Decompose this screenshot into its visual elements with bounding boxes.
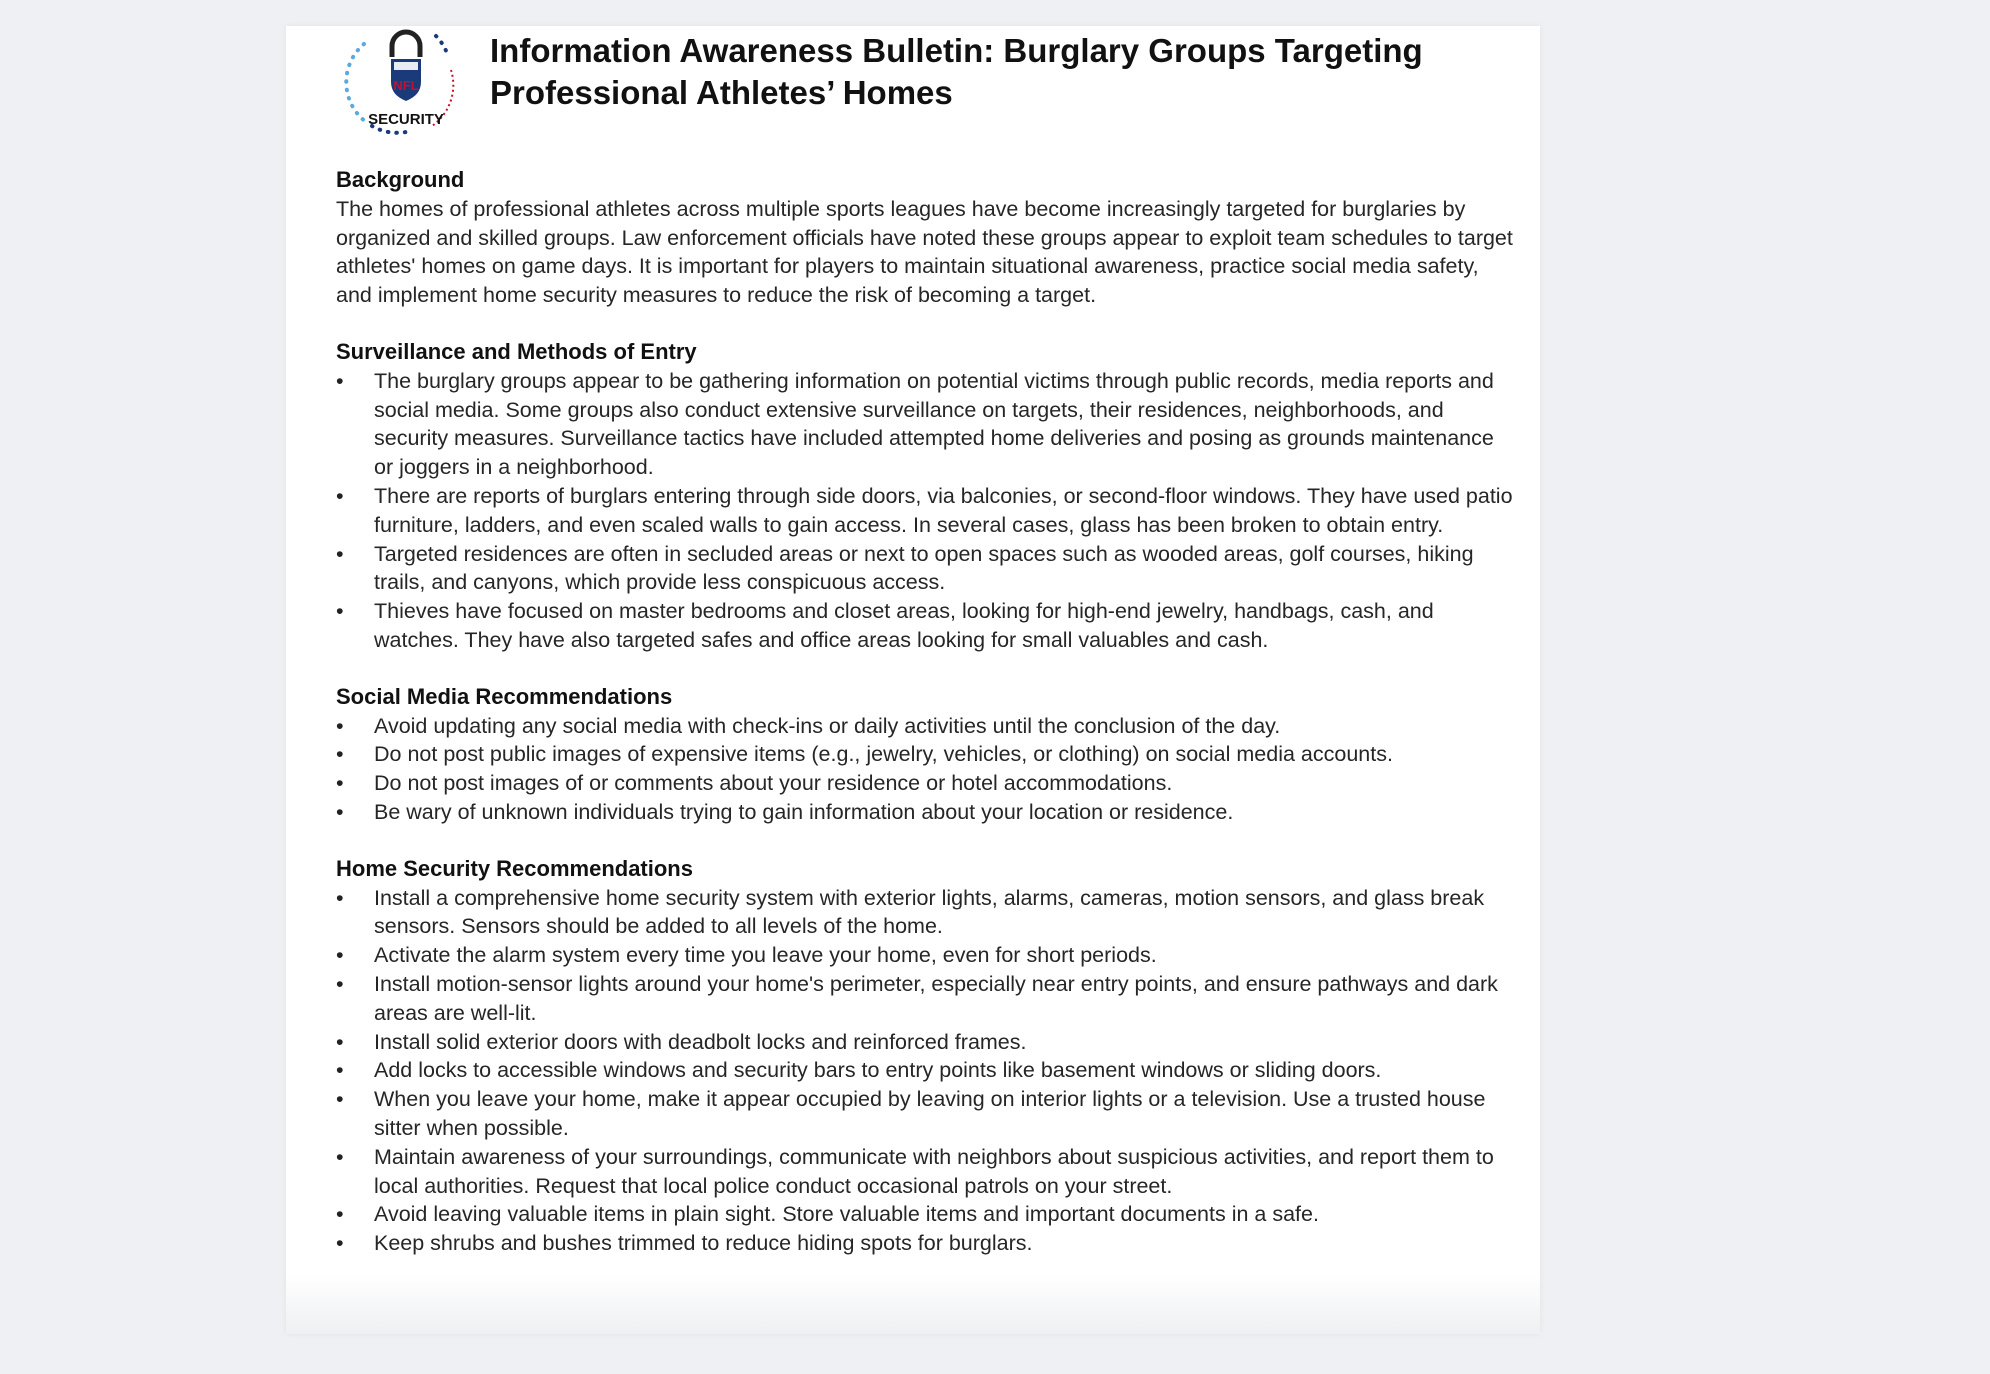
security-label-text: SECURITY — [368, 111, 444, 128]
background-section — [336, 166, 1516, 310]
bulletin-body — [336, 166, 1516, 1286]
surveillance-heading: Surveillance and Methods of Entry — [336, 338, 697, 364]
list-item: • Install solid exterior doors with deadbolt locks and reinforced frames. — [336, 1028, 1516, 1057]
nfl-badge-text: NFL — [393, 78, 419, 93]
list-item: • Targeted residences are often in secluded areas or next to open spaces such as wooded areas, golf courses, hiking trails, and canyons, which provide less conspicuous access. — [336, 540, 1516, 598]
social-media-section — [336, 683, 1516, 827]
list-item: • Add locks to accessible windows and security bars to entry points like basement windows or sliding doors. — [336, 1056, 1516, 1085]
background-heading: Background — [336, 167, 465, 192]
document-page — [286, 26, 1540, 1334]
social-media-list — [336, 712, 1516, 827]
list-item: • Thieves have focused on master bedrooms and closet areas, looking for high-end jewelry, handbags, cash, and watches. They have also targeted safes and office areas looking for small valuables and cash. — [336, 597, 1516, 655]
list-item: • Install a comprehensive home security system with exterior lights, alarms, cameras, motion sensors, and glass break sensors. Sensors should be added to all levels of the home. — [336, 884, 1516, 942]
social-media-heading: Social Media Recommendations — [336, 683, 673, 709]
list-item: • Do not post images of or comments about your residence or hotel accommodations. — [336, 769, 1516, 798]
list-item: • Keep shrubs and bushes trimmed to reduce hiding spots for burglars. — [336, 1229, 1516, 1258]
list-item: • Be wary of unknown individuals trying to gain information about your location or residence. — [336, 798, 1516, 827]
background-text: The homes of professional athletes across multiple sports leagues have become increasingly targeted for burglaries by organized and skilled groups. Law enforcement officials have noted these groups appear to exploit team schedules to target athletes' homes on game days. It is important for players to maintain situational awareness, practice social media safety, and implement home security measures to reduce the risk of becoming a target. — [336, 196, 1513, 308]
list-item: • Avoid updating any social media with check-ins or daily activities until the conclusion of the day. — [336, 712, 1516, 741]
surveillance-list — [336, 367, 1516, 655]
home-security-section — [336, 855, 1516, 1258]
list-item: • When you leave your home, make it appear occupied by leaving on interior lights or a television. Use a trusted house sitter when possible. — [336, 1085, 1516, 1143]
home-security-list — [336, 884, 1516, 1258]
bulletin-title: Information Awareness Bulletin: Burglary Groups Targeting Professional Athletes’ Homes — [490, 32, 1423, 111]
list-item: • There are reports of burglars entering through side doors, via balconies, or second-floor windows. They have used patio furniture, ladders, and even scaled walls to gain access. In several cases, glass has been broken to obtain entry. — [336, 482, 1516, 540]
surveillance-section — [336, 338, 1516, 655]
list-item: • The burglary groups appear to be gathering information on potential victims through public records, media reports and social media. Some groups also conduct extensive surveillance on targets, their residences, neighborhoods, and security measures. Surveillance tactics have included attempted home deliveries and posing as grounds maintenance or joggers in a neighborhood. — [336, 367, 1516, 482]
list-item: • Activate the alarm system every time you leave your home, even for short periods. — [336, 941, 1516, 970]
list-item: • Avoid leaving valuable items in plain sight. Store valuable items and important documents in a safe. — [336, 1200, 1516, 1229]
list-item: • Maintain awareness of your surroundings, communicate with neighbors about suspicious activities, and report them to local authorities. Request that local police conduct occasional patrols on your street. — [336, 1143, 1516, 1201]
home-security-heading: Home Security Recommendations — [336, 855, 693, 881]
nfl-security-padlock-icon — [336, 26, 476, 138]
list-item: • Install motion-sensor lights around your home's perimeter, especially near entry points, and ensure pathways and dark areas are well-lit. — [336, 970, 1516, 1028]
list-item: • Do not post public images of expensive items (e.g., jewelry, vehicles, or clothing) on social media accounts. — [336, 740, 1516, 769]
nfl-security-logo — [336, 26, 476, 138]
